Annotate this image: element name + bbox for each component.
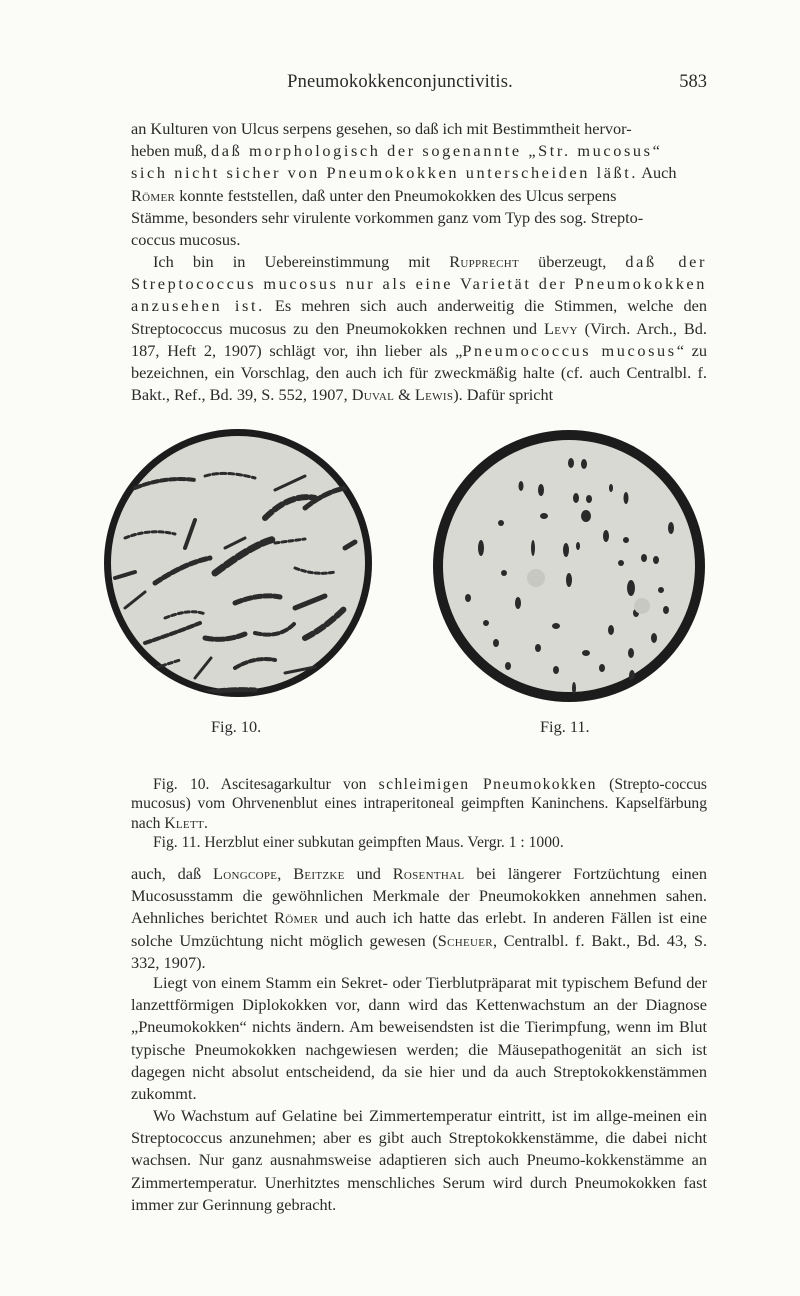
spaced-emphasis: Pneumococcus mucosus [462,340,677,360]
running-title: Pneumokokkenconjunctivitis. [287,72,513,92]
author-name: Longcope [212,864,278,883]
author-name: Rosenthal [392,864,465,883]
author-name: Rupprecht [449,252,519,271]
paragraph-2 [131,251,707,406]
spaced-emphasis: daß morphologisch der sogenannte „Str. mucosus“ [211,141,663,161]
figure-11-label: Fig. 11. [540,717,590,736]
paragraph-5-text: Wo Wachstum auf Gelatine bei Zimmertemperatur eintritt, ist im allge-meinen ein Streptococcus anzunehmen; aber es gibt auch Streptokokkenstämme, die dabei nicht wachsen. Nur ganz ausnahmsweise adaptieren sich auch Pneumo-kokkenstämme an Zimmertemperatur. Unerhitztes menschliches Serum wird durch Pneumokokken fast immer zur Gerinnung gebracht. [131,1106,707,1214]
paragraph-5 [131,1105,707,1216]
caption-text: . [203,814,208,832]
paragraph-3 [131,863,707,974]
micrograph-field [443,440,695,692]
caption-text: Fig. 10. Ascitesagarkultur von [153,776,379,793]
page-number: 583 [679,72,707,92]
text-line: coccus mucosus. [131,230,241,250]
text: und [344,864,393,883]
text: , Centralbl. f. Bakt., Bd. 43, S. 332, 1907). [131,930,708,972]
text: Es mehren sich auch anderweitig die Stimmen, welche den Streptococcus mucosus zu den Pneumokokken rechnen und [131,296,707,338]
text-line: Stämme, besonders sehr virulente vorkommen ganz vom Typ des sog. Strepto- [131,207,644,227]
text: überzeugt, [518,252,626,271]
text: und auch ich hatte das erlebt. In anderen Fällen ist eine solche Umzüchtung nicht möglich gewesen ( [131,908,708,950]
text-line: konnte feststellen, daß unter den Pneumokokken des Ulcus serpens [175,185,617,205]
figure-plate [0,398,800,743]
spaced-emphasis: daß der Streptococcus mucosus nur als eine Varietät der Pneumokokken anzusehen ist. [131,252,707,316]
paragraph-4-text: Liegt von einem Stamm ein Sekret- oder Tierblutpräparat mit typischem Befund der lanzettförmigen Diplokokken vor, dann wird das Kettenwachstum an der Diagnose „Pneumokokken“ nichts ändern. Am beweisendsten ist die Tierimpfung, wenn im Blut typische Pneumokokken nachgewiesen werden; die Mäusepathogenität an sich ist dagegen nicht absolut entscheidend, da sie hier und da auch Streptokokkenstämmen zukommt. [131,973,707,1104]
text: (Virch. Arch., Bd. 187, Heft 2, 1907) schlägt vor, ihn lieber als „ [131,318,708,360]
author-name: Lewis [414,385,454,405]
text: auch, daß [131,864,213,883]
author-name: Duval [351,385,395,405]
author-name: Römer [274,908,319,928]
text: Ich bin in Uebereinstimmung mit [153,252,450,271]
caption-text: (Strepto-coccus mucosus) vom Ohrvenenblut eines intraperitoneal geimpften Kaninchens. Kapselfärbung nach [131,776,707,832]
author-name: Scheuer [437,930,493,950]
paragraph-4 [131,972,707,1105]
author-name: Beitzke [293,864,345,883]
text: bei längerer Fortzüchtung einen Mucosusstamm die gewöhnlichen Merkmale der Pneumokokken annehmen sahen. Aehnliches berichtet [131,864,707,928]
figure-caption [131,775,707,853]
text: ). Dafür spricht [453,385,554,405]
text-line: Auch [638,163,677,183]
text-line: heben muß, [131,141,212,161]
author-name: Levy [543,318,578,338]
caption-text: Fig. 11. Herzblut einer subkutan geimpften Maus. Vergr. 1 : 1000. [153,834,564,852]
author-name: Klett [164,814,204,832]
text: & [394,385,415,405]
paragraph-1 [131,118,707,251]
text-line: an Kulturen von Ulcus serpens gesehen, so daß ich mit Bestimmtheit hervor- [131,119,632,138]
author-name: Römer [131,185,176,205]
figure-10-label: Fig. 10. [211,717,262,736]
running-header [0,72,800,102]
figure-10-micrograph [95,398,381,743]
figure-11-micrograph [426,398,712,743]
text: “ zu bezeichnen, ein Vorschlag, den auch ich für zweckmäßig halte (cf. auch Centralbl. f. Bakt., Ref., Bd. 39, S. 552, 1907, [131,340,707,405]
spaced-emphasis: sich nicht sicher von Pneumokokken unterscheiden läßt. [131,163,639,183]
spaced-emphasis: schleimigen Pneumokokken [378,776,597,793]
text: , [277,864,294,883]
